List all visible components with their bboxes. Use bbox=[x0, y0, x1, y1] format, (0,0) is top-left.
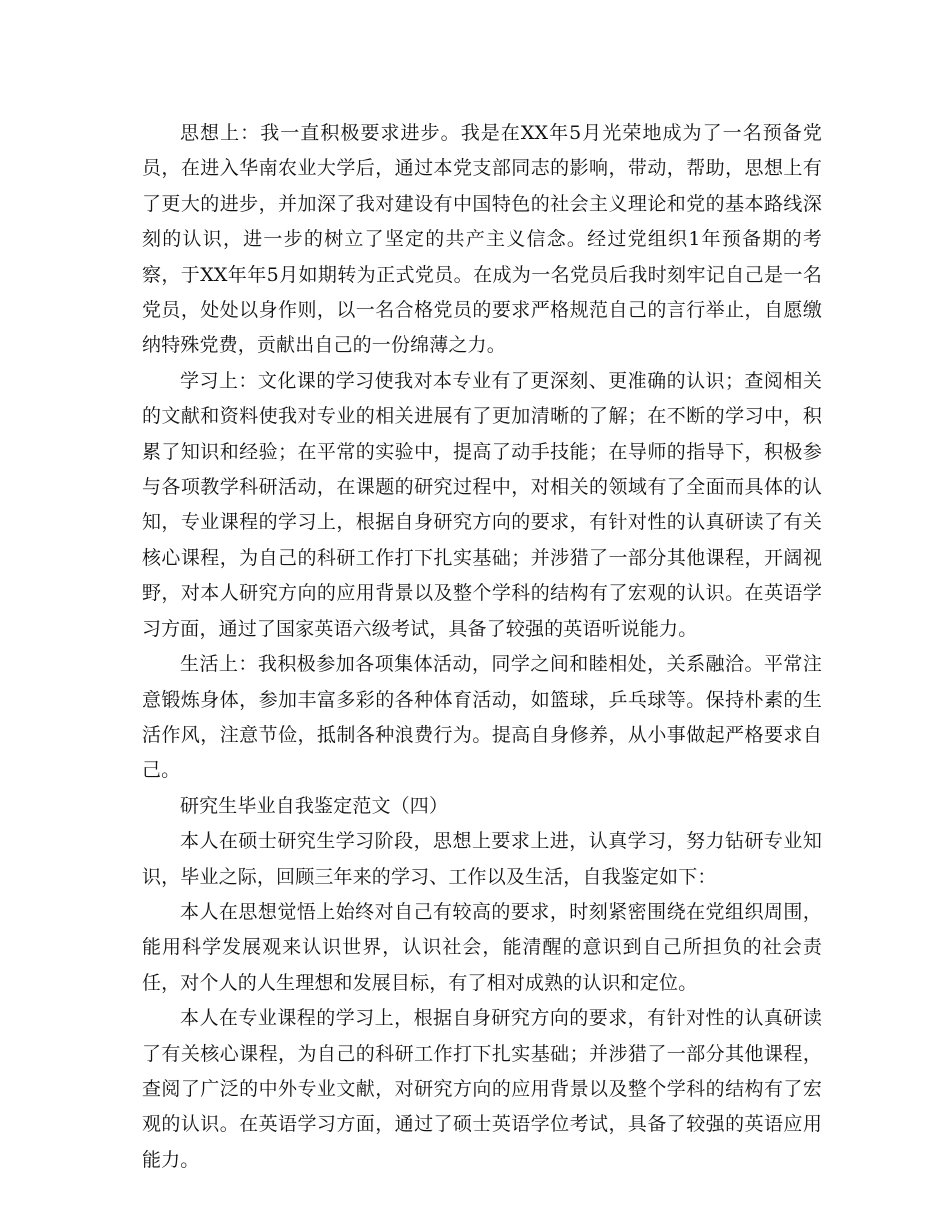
paragraph-thought: 本人在思想觉悟上始终对自己有较高的要求，时刻紧密围绕在党组织周围，能用科学发展观来认识世界，认识社会，能清醒的意识到自己所担负的社会责任，对个人的人生理想和发展目标，有了相对成熟的认识和定位。 bbox=[142, 900, 822, 994]
paragraph-life: 生活上：我积极参加各项集体活动，同学之间和睦相处，关系融洽。平常注意锻炼身体，参加丰富多彩的各种体育活动，如篮球，乒乓球等。保持朴素的生活作风，注意节俭，抵制各种浪费行为。提高自身修养，从小事做起严格要求自己。 bbox=[142, 653, 822, 782]
paragraph-courses: 本人在专业课程的学习上，根据自身研究方向的要求，有针对性的认真研读了有关核心课程，为自己的科研工作打下扎实基础；并涉猎了一部分其他课程，查阅了广泛的中外专业文献，对研究方向的应用背景以及整个学科的结构有了宏观的认识。在英语学习方面，通过了硕士英语学位考试，具备了较强的英语应用能力。 bbox=[142, 1007, 822, 1171]
section-heading: 研究生毕业自我鉴定范文（四） bbox=[180, 794, 449, 817]
paragraph-study: 学习上：文化课的学习使我对本专业有了更深刻、更准确的认识；查阅相关的文献和资料使我对专业的相关进展有了更加清晰的了解；在不断的学习中，积累了知识和经验；在平常的实验中，提高了动手技能；在导师的指导下，积极参与各项教学科研活动，在课题的研究过程中，对相关的领域有了全面而具体的认知，专业课程的学习上，根据自身研究方向的要求，有针对性的认真研读了有关核心课程，为自己的科研工作打下扎实基础；并涉猎了一部分其他课程，开阔视野，对本人研究方向的应用背景以及整个学科的结构有了宏观的认识。在英语学习方面，通过了国家英语六级考试，具备了较强的英语听说能力。 bbox=[142, 369, 822, 640]
paragraph-ideology: 思想上：我一直积极要求进步。我是在XX年5月光荣地成为了一名预备党员，在进入华南农业大学后，通过本党支部同志的影响，带动，帮助，思想上有了更大的进步，并加深了我对建设有中国特色的社会主义理论和党的基本路线深刻的认识，进一步的树立了坚定的共产主义信念。经过党组织1年预备期的考察，于XX年年5月如期转为正式党员。在成为一名党员后我时刻牢记自己是一名党员，处处以身作则，以一名合格党员的要求严格规范自己的言行举止，自愿缴纳特殊党费，贡献出自己的一份绵薄之力。 bbox=[142, 122, 822, 357]
paragraph-intro: 本人在硕士研究生学习阶段，思想上要求上进，认真学习，努力钻研专业知识，毕业之际，回顾三年来的学习、工作以及生活，自我鉴定如下： bbox=[142, 830, 822, 888]
document-body bbox=[142, 116, 822, 1178]
